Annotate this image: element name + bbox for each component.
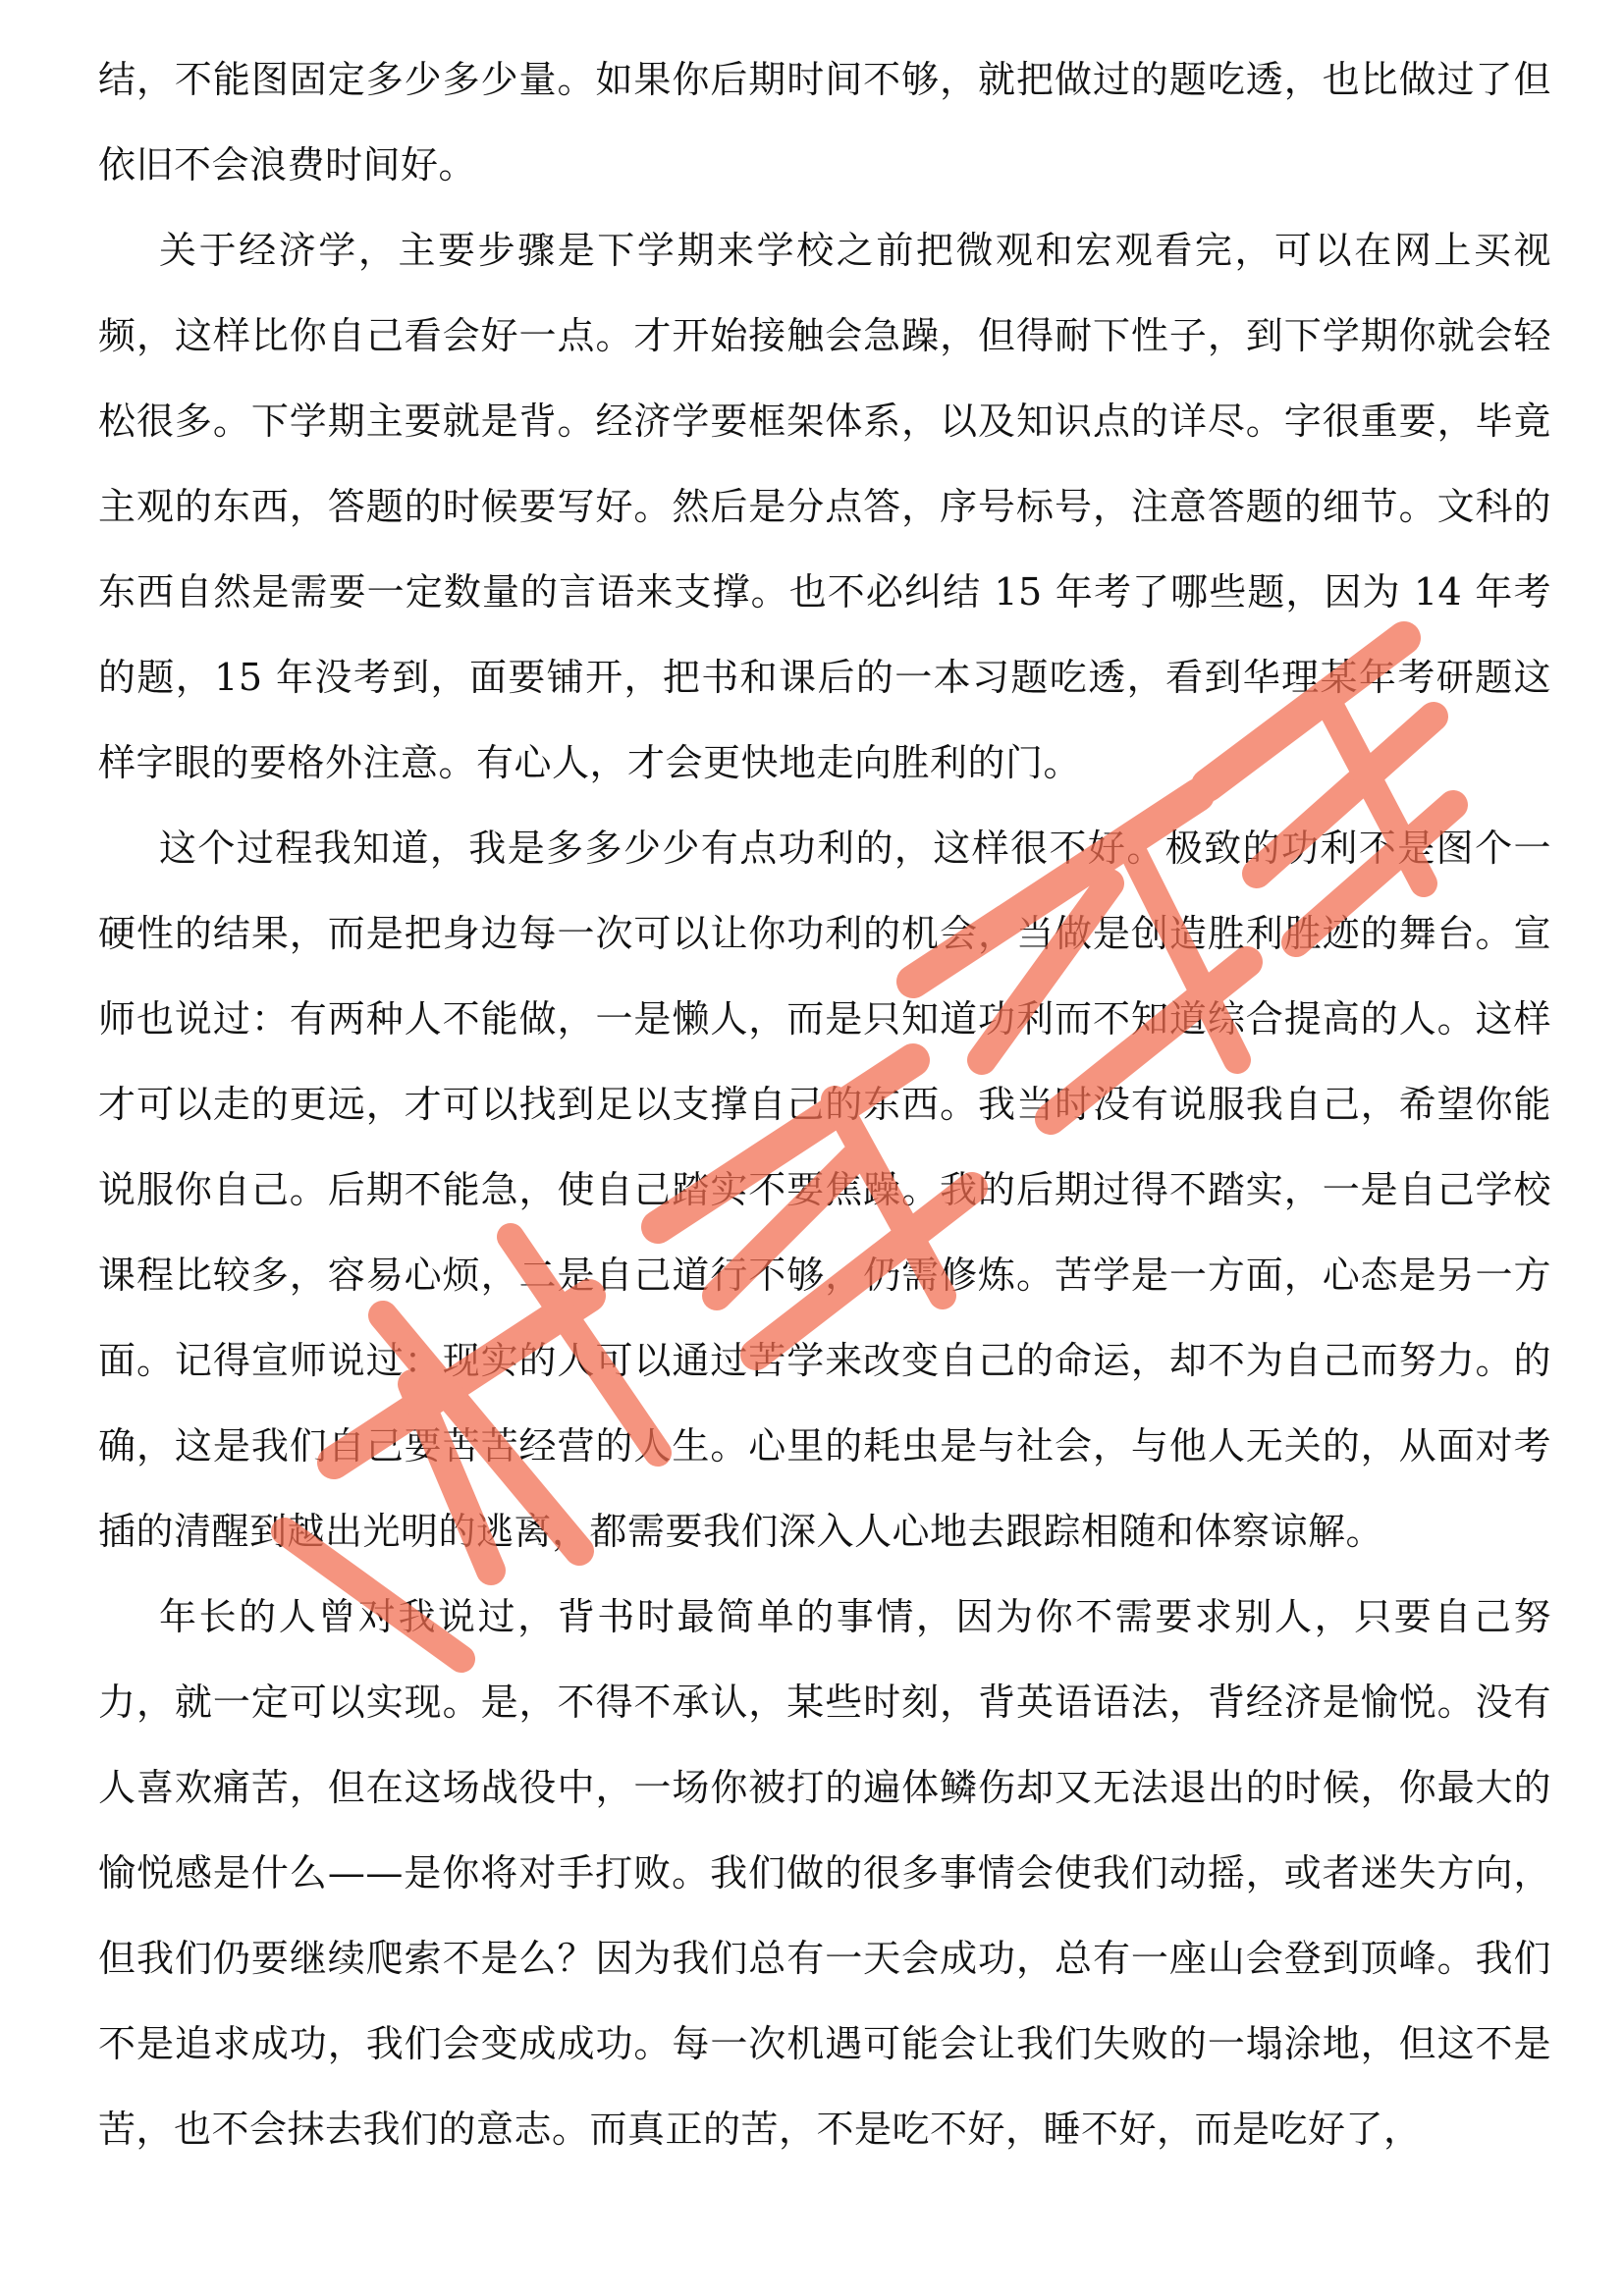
paragraph-2: 关于经济学，主要步骤是下学期来学校之前把微观和宏观看完，可以在网上买视频，这样比你自己看会好一点。才开始接触会急躁，但得耐下性子，到下学期你就会轻松很多。下学期主要就是背。经济学要框架体系，以及知识点的详尽。字很重要，毕竟主观的东西，答题的时候要写好。然后是分点答，序号标号，注意答题的细节。文科的东西自然是需要一定数量的言语来支撑。也不必纠结 15 年考了哪些题，因为 14 年考的题，15 年没考到，面要铺开，把书和课后的一本习题吃透，看到华理某年考研题这样字眼的要格外注意。有心人，才会更快地走向胜利的门。 (98, 229, 1551, 784)
document-body (98, 37, 1551, 2172)
paragraph-3: 这个过程我知道，我是多多少少有点功利的，这样很不好。极致的功利不是图个一硬性的结果，而是把身边每一次可以让你功利的机会，当做是创造胜利胜迹的舞台。宣师也说过：有两种人不能做，一是懒人，而是只知道功利而不知道综合提高的人。这样才可以走的更远，才可以找到足以支撑自己的东西。我当时没有说服我自己，希望你能说服你自己。后期不能急，使自己踏实不要焦躁。我的后期过得不踏实，一是自己学校课程比较多，容易心烦，二是自己道行不够，仍需修炼。苦学是一方面，心态是另一方面。记得宣师说过：现实的人可以通过苦学来改变自己的命运，却不为自己而努力。的确，这是我们自己要苦苦经营的人生。心里的耗虫是与社会，与他人无关的，从面对考插的清醒到越出光明的逃离，都需要我们深入人心地去跟踪相随和体察谅解。 (98, 827, 1551, 1553)
paragraph-1: 结，不能图固定多少多少量。如果你后期时间不够，就把做过的题吃透，也比做过了但依旧不会浪费时间好。 (98, 58, 1551, 187)
paragraph-4: 年长的人曾对我说过，背书时最简单的事情，因为你不需要求别人，只要自己努力，就一定可以实现。是，不得不承认，某些时刻，背英语语法，背经济是愉悦。没有人喜欢痛苦，但在这场战役中，一场你被打的遍体鳞伤却又无法退出的时候，你最大的愉悦感是什么——是你将对手打败。我们做的很多事情会使我们动摇，或者迷失方向，但我们仍要继续爬索不是么？因为我们总有一天会成功，总有一座山会登到顶峰。我们不是追求成功，我们会变成成功。每一次机遇可能会让我们失败的一塌涂地，但这不是苦，也不会抹去我们的意志。而真正的苦，不是吃不好，睡不好，而是吃好了， (98, 1595, 1551, 2151)
